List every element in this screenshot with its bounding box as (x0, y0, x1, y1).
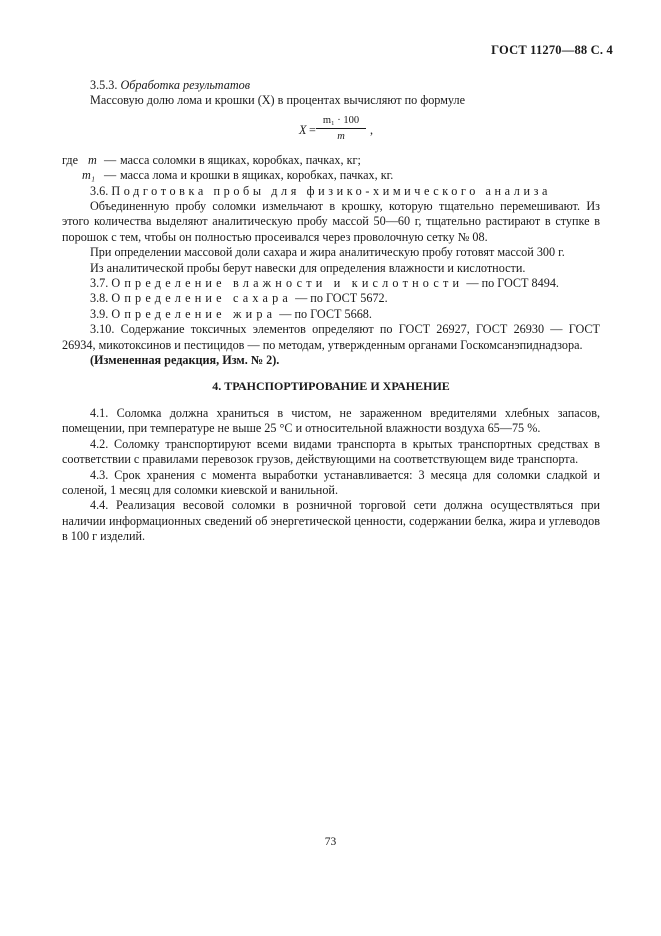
formula (62, 115, 600, 149)
clause-number: 3.9. (90, 306, 109, 321)
clause-number: 3.7. (90, 276, 109, 291)
legend-symbol: m₁ (82, 168, 96, 183)
page-header: ГОСТ 11270—88 С. 4 (491, 43, 613, 57)
paragraph: При определении массовой доли сахара и жира аналитическую пробу готовят массой 300 г. (90, 245, 565, 260)
clause-number: 3.6. (90, 183, 109, 198)
clause-reference: — по ГОСТ 8494. (463, 276, 559, 291)
clause-4-2: 4.2. Соломку транспортируют всеми видами транспорта в крытых транспортных средствах в соответствии с правилами перевозок грузов, действующими на соответствующем виде транспорта. (62, 436, 600, 467)
formula-comma: , (370, 122, 374, 137)
clause-number: 3.5.3. (90, 78, 118, 92)
legend-symbol: m (88, 152, 97, 167)
page-number: 73 (324, 836, 337, 848)
formula-intro: Массовую долю лома и крошки (X) в процентах вычисляют по формуле (90, 93, 465, 108)
paragraph: Объединенную пробу соломки измельчают в крошку, которую тщательно перемешивают. Из этого количества выделяют аналитическую пробу массой 50—60 г, тщательно растирают в ступке в порошок с тем, чтобы он полностью просеивался через проволочную сетку № 08. (62, 199, 600, 244)
legend-text: масса лома и крошки в ящиках, коробках, пачках, кг. (120, 168, 394, 183)
legend-dash: — (104, 152, 117, 167)
page-content (62, 78, 600, 545)
formula-equals: = (309, 122, 316, 137)
section-title: 4. ТРАНСПОРТИРОВАНИЕ И ХРАНЕНИЕ (212, 379, 450, 394)
clause-3-8 (62, 291, 600, 306)
amendment-note: (Измененная редакция, Изм. № 2). (90, 353, 280, 368)
legend-row (62, 168, 600, 183)
formula-numerator: m₁ · 100 (316, 115, 366, 129)
clause-3-6 (62, 184, 600, 199)
legend-lead: где (62, 152, 79, 167)
formula-denominator: m (337, 130, 345, 142)
clause-3-7 (62, 276, 600, 291)
legend-dash: — (104, 168, 117, 183)
clause-3-9 (62, 307, 600, 322)
paragraph: Из аналитической пробы берут навески для определения влажности и кислотности. (90, 260, 526, 275)
clause-title: Определение влажности и кислотности (111, 276, 464, 291)
clause-title: Обработка результатов (120, 78, 251, 92)
clause-title: Определение сахара (111, 291, 293, 306)
clause-4-3: 4.3. Срок хранения с момента выработки устанавливается: 3 месяца для соломки сладкой и соленой, 1 месяц для соломки киевской и ванильной. (62, 467, 600, 497)
clause-title: Подготовка пробы для физико-химического анализа (111, 183, 552, 198)
legend-text: масса соломки в ящиках, коробках, пачках, кг; (120, 152, 361, 167)
clause-title: Определение жира (111, 306, 277, 321)
clause-reference: — по ГОСТ 5672. (292, 291, 388, 306)
clause-reference: — по ГОСТ 5668. (276, 306, 372, 321)
clause-4-4: 4.4. Реализация весовой соломки в розничной торговой сети должна осуществляться при наличии информационных сведений об энергетической ценности, содержании белка, жира и углеводов в 100 г изделий. (62, 498, 600, 544)
clause-3-5-3 (62, 78, 600, 93)
formula-lhs: X (299, 122, 307, 137)
clause-number: 3.8. (90, 291, 109, 306)
clause-4-1: 4.1. Соломка должна храниться в чистом, не зараженном вредителями хлебных запасов, помещении, при температуре не выше 25 °С и относительной влажности воздуха 65—75 %. (62, 405, 600, 436)
legend-row (62, 153, 600, 168)
formula-fraction (316, 115, 366, 143)
clause-3-10: 3.10. Содержание токсичных элементов определяют по ГОСТ 26927, ГОСТ 26930 — ГОСТ 26934, микотоксинов и пестицидов — по методам, утвержденным органами Госкомсанэпиднадзора. (62, 322, 600, 352)
